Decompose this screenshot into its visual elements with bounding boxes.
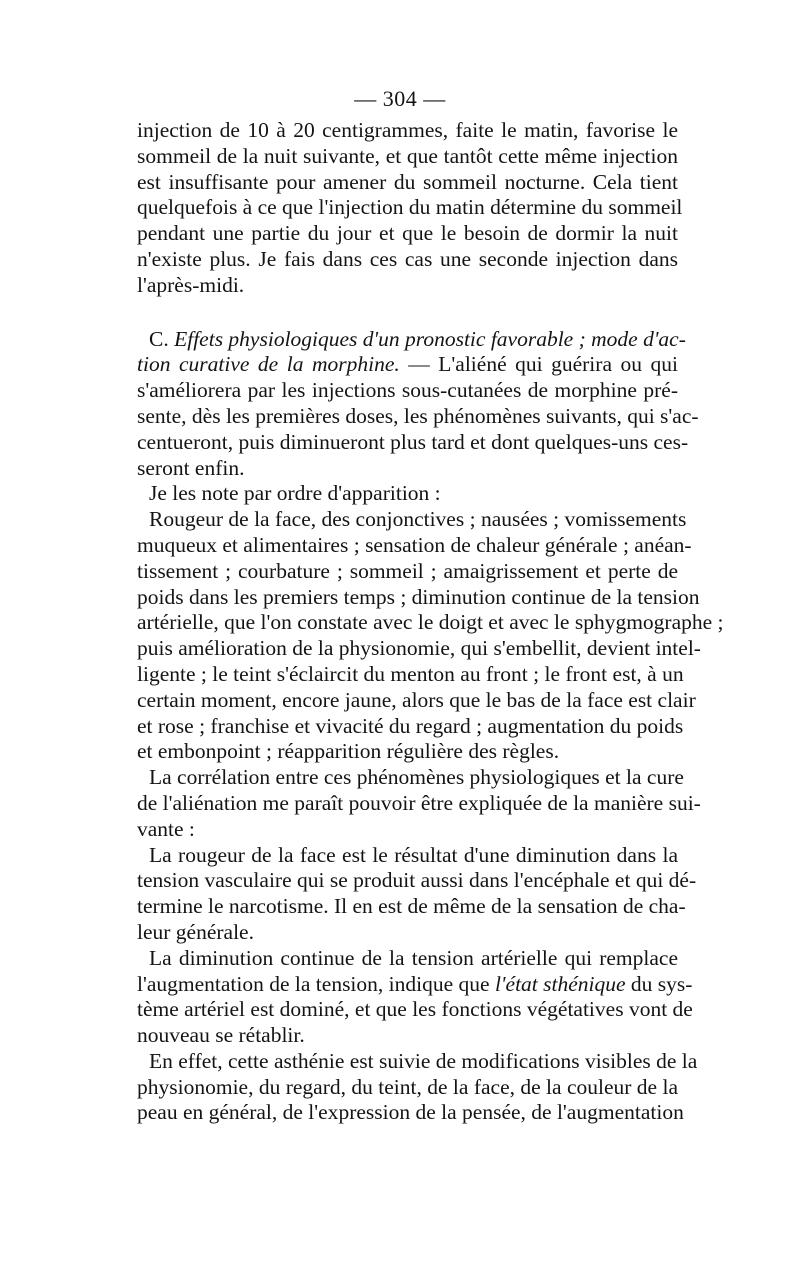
text-line: centueront, puis diminueront plus tard et dont quelques-uns ces- (137, 429, 689, 454)
page-body (137, 118, 724, 1126)
paragraph-tension (137, 945, 693, 1049)
text-line: physionomie, du regard, du teint, de la face, de la couleur de la (137, 1074, 678, 1099)
text-line: Rougeur de la face, des conjonctives ; nausées ; vomissements (149, 507, 687, 532)
text-line: poids dans les premiers temps ; diminution continue de la tension (137, 584, 700, 609)
text-line: artérielle, que l'on constate avec le doigt et avec le sphygmographe ; (137, 610, 724, 635)
paragraph-injection (137, 118, 683, 299)
text-line: tème artériel est dominé, et que les fonctions végétatives vont de (137, 997, 693, 1022)
text-line: La rougeur de la face est le résultat d'une diminution dans la (149, 842, 678, 867)
text-line: l'après-midi. (137, 272, 245, 297)
section-title-cont: tion curative de la morphine. (137, 352, 400, 377)
text-line: et embonpoint ; réapparition régulière des règles. (137, 739, 560, 764)
text-line: seront enfin. (137, 455, 245, 480)
text-line: l'augmentation de la tension, indique que l'état sthénique du sys- (137, 971, 693, 996)
section-label: C. (149, 326, 169, 351)
text-line: tissement ; courbature ; sommeil ; amaigrissement et perte de (137, 558, 678, 583)
text-line: et rose ; franchise et vivacité du regard ; augmentation du poids (137, 713, 684, 738)
text-line: n'existe plus. Je fais dans ces cas une seconde injection dans (137, 246, 678, 271)
paragraph-ordre (137, 481, 678, 507)
text-line: puis amélioration de la physionomie, qui s'embellit, devient intel- (137, 636, 701, 661)
text-line: sommeil de la nuit suivante, et que tantôt cette même injection (137, 143, 678, 168)
text-line: ligente ; le teint s'éclaircit du menton au front ; le front est, à un (137, 661, 684, 686)
section-title: Effets physiologiques d'un pronostic favorable ; mode d'ac- (174, 326, 686, 351)
heading-line: tion curative de la morphine. — L'aliéné qui guérira ou qui (137, 352, 678, 377)
text-line: certain moment, encore jaune, alors que le bas de la face est clair (137, 687, 696, 712)
paragraph-rougeur (137, 842, 697, 946)
text-line: nouveau se rétablir. (137, 1023, 305, 1048)
section-heading-c (137, 326, 699, 482)
text-line: s'améliorera par les injections sous-cutanées de morphine pré- (137, 378, 678, 403)
text-line: Je les note par ordre d'apparition : (149, 481, 441, 506)
text-line: pendant une partie du jour et que le besoin de dormir la nuit (137, 221, 678, 246)
text-line: La diminution continue de la tension artérielle qui remplace (149, 945, 678, 970)
text-line: termine le narcotisme. Il en est de même de la sensation de cha- (137, 894, 686, 919)
text-line: sente, dès les premières doses, les phénomènes suivants, qui s'ac- (137, 403, 699, 428)
paragraph-correlation (137, 765, 701, 842)
text-line: de l'aliénation me paraît pouvoir être expliquée de la manière sui- (137, 790, 701, 815)
page-number: — 304 — (354, 86, 446, 111)
text-line: quelquefois à ce que l'injection du matin détermine du sommeil (137, 195, 683, 220)
text-line: vante : (137, 816, 195, 841)
text-line: La corrélation entre ces phénomènes physiologiques et la cure (149, 765, 684, 790)
text-line: est insuffisante pour amener du sommeil nocturne. Cela tient (137, 169, 678, 194)
text-line: En effet, cette asthénie est suivie de modifications visibles de la (149, 1048, 698, 1073)
text-line: tension vasculaire qui se produit aussi dans l'encéphale et qui dé- (137, 868, 697, 893)
text-line: leur générale. (137, 919, 254, 944)
text-line: injection de 10 à 20 centigrammes, faite le matin, favorise le (137, 118, 678, 142)
paragraph-symptoms (137, 507, 724, 765)
text-line: muqueux et alimentaires ; sensation de chaleur générale ; anéan- (137, 532, 692, 557)
paragraph-asthenie (137, 1048, 698, 1126)
heading-line (137, 326, 686, 353)
text-line: peau en général, de l'expression de la pensée, de l'augmentation (137, 1100, 684, 1125)
emphasis-etat-sthenique: l'état sthénique (494, 971, 626, 996)
